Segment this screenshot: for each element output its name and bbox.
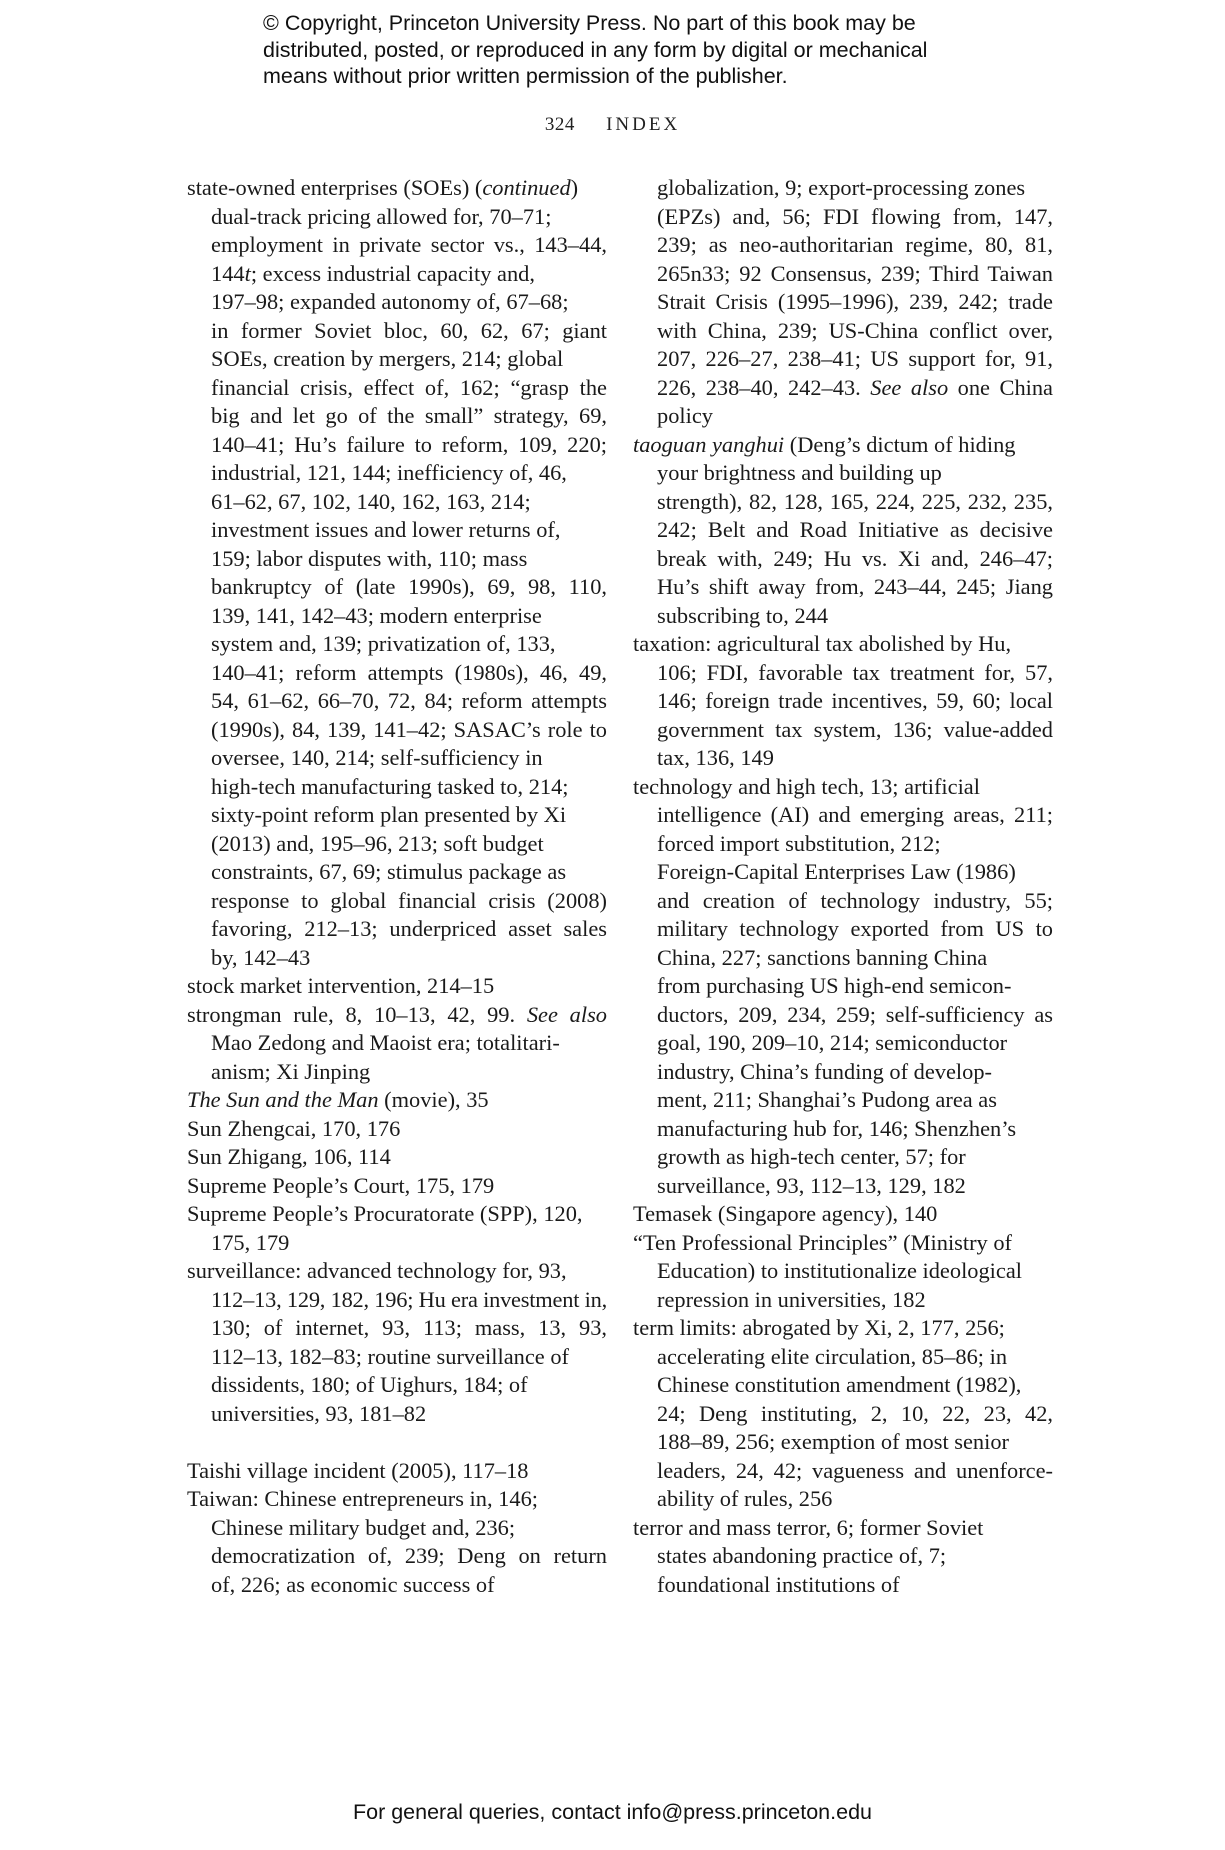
text-run: Sun Zhigang, 106, 114: [187, 1144, 391, 1169]
text-run: leaders, 24, 42; vagueness and unenforce-: [657, 1457, 1053, 1483]
text-run: accelerating elite circulation, 85–86; in: [657, 1343, 1008, 1369]
contact-footer: For general queries, contact info@press.princeton.edu: [352, 1800, 872, 1824]
text-run: ductors, 209, 234, 259; self-sufficiency as: [657, 1001, 1053, 1027]
index-entry-line: [633, 402, 1053, 431]
index-entry-line: [633, 1257, 1053, 1286]
text-run: term limits: abrogated by Xi, 2, 177, 256;: [633, 1315, 1005, 1340]
index-entry-line: [633, 716, 1053, 745]
index-entry-head: [633, 1514, 1053, 1543]
text-run: Chinese constitution amendment (1982),: [657, 1372, 1022, 1397]
text-run: Temasek (Singapore agency), 140: [633, 1201, 938, 1226]
index-entry-line: [633, 317, 1053, 346]
text-run: repression in universities, 182: [657, 1286, 926, 1312]
text-run: Mao Zedong and Maoist era; totalitari-: [211, 1030, 560, 1055]
text-run: subscribing to, 244: [657, 602, 829, 628]
index-entry-line: [633, 801, 1053, 830]
index-entry-line: [633, 1143, 1053, 1172]
text-run: 140–41; Hu’s failure to reform, 109, 220;: [211, 431, 607, 457]
index-entry-line: [187, 915, 607, 944]
text-run: globalization, 9; export-processing zones: [657, 175, 1026, 200]
text-run: bankruptcy of (late 1990s), 69, 98, 110,: [211, 574, 607, 599]
text-run: 130; of internet, 93, 113; mass, 13, 93,: [211, 1315, 607, 1340]
index-entry-line: [187, 801, 607, 830]
index-entry-line: [633, 545, 1053, 574]
text-run: states abandoning practice of, 7;: [657, 1543, 947, 1568]
index-entry-line: [633, 1029, 1053, 1058]
index-entry-head: [187, 1115, 607, 1144]
text-run: 207, 226–27, 238–41; US support for, 91,: [657, 346, 1053, 371]
text-run: Foreign-Capital Enterprises Law (1986): [657, 859, 1016, 884]
text-run: industrial, 121, 144; inefficiency of, 46,: [211, 460, 567, 485]
text-run: 265n33; 92 Consensus, 239; Third Taiwan: [657, 260, 1053, 286]
text-run: 146; foreign trade incentives, 59, 60; local: [657, 688, 1053, 713]
page-number: 324: [544, 114, 575, 135]
text-run: employment in private sector vs., 143–44,: [211, 232, 607, 257]
text-run: surveillance, 93, 112–13, 129, 182: [657, 1172, 966, 1198]
text-run: ment, 211; Shanghai’s Pudong area as: [657, 1087, 997, 1112]
index-entry-line: [633, 1457, 1053, 1486]
index-entry-line: [187, 288, 607, 317]
text-run: tax, 136, 149: [657, 745, 774, 770]
text-run: one China: [948, 374, 1053, 400]
text-run: 112–13, 182–83; routine surveillance of: [211, 1343, 569, 1369]
text-run: from purchasing US high-end semicon-: [657, 973, 1012, 998]
index-entry-head: [187, 1143, 607, 1172]
index-entry-line: [187, 630, 607, 659]
index-entry-line: [633, 1001, 1053, 1030]
index-entry-head: [187, 1485, 607, 1514]
text-run: Hu’s shift away from, 243–44, 245; Jiang: [657, 574, 1053, 599]
index-entry-line: [633, 1400, 1053, 1429]
text-run: stock market intervention, 214–15: [187, 973, 495, 998]
text-run: industry, China’s funding of develop-: [657, 1058, 992, 1084]
italic-text: t: [244, 260, 251, 286]
italic-text: See also: [526, 1001, 607, 1027]
index-entry-line: [187, 602, 607, 631]
index-entry-line: [633, 744, 1053, 773]
index-entry-line: [633, 1571, 1053, 1600]
index-entry-line: [187, 830, 607, 859]
text-run: system and, 139; privatization of, 133,: [211, 631, 556, 656]
text-run: 140–41; reform attempts (1980s), 46, 49,: [211, 659, 607, 685]
index-entry-head: [187, 1001, 607, 1030]
index-entry-line: [633, 858, 1053, 887]
text-run: anism; Xi Jinping: [211, 1058, 371, 1084]
text-run: high-tech manufacturing tasked to, 214;: [211, 773, 569, 799]
text-run: strongman rule, 8, 10–13, 42, 99.: [187, 1001, 527, 1027]
text-run: taxation: agricultural tax abolished by Hu,: [633, 631, 1012, 656]
text-run: goal, 190, 209–10, 214; semiconductor: [657, 1030, 1008, 1055]
index-column-right: [633, 174, 1053, 1599]
index-entry-head: [633, 431, 1053, 460]
text-run: technology and high tech, 13; artificial: [633, 773, 980, 799]
index-entry-line: [187, 1229, 607, 1258]
text-run: Chinese military budget and, 236;: [211, 1514, 516, 1540]
index-entry-head: [187, 1200, 607, 1229]
index-entry-line: [187, 1371, 607, 1400]
text-run: state-owned enterprises (SOEs) (: [187, 175, 483, 200]
text-run: 112–13, 129, 182, 196; Hu era investment in,: [211, 1286, 607, 1312]
text-run: sixty-point reform plan presented by Xi: [211, 802, 567, 827]
index-entry-line: [633, 1115, 1053, 1144]
text-run: Taiwan: Chinese entrepreneurs in, 146;: [187, 1486, 538, 1511]
copyright-line: means without prior written permission of the publisher.: [263, 64, 788, 88]
index-entry-line: [187, 516, 607, 545]
index-entry-line: [633, 659, 1053, 688]
text-run: in former Soviet bloc, 60, 62, 67; giant: [211, 317, 607, 343]
index-entry-line: [633, 1485, 1053, 1514]
text-run: by, 142–43: [211, 944, 311, 970]
index-entry-head: [633, 630, 1053, 659]
text-run: intelligence (AI) and emerging areas, 211;: [657, 802, 1053, 827]
index-entry-line: [633, 459, 1053, 488]
text-run: ability of rules, 256: [657, 1486, 833, 1511]
text-run: (2013) and, 195–96, 213; soft budget: [211, 830, 544, 856]
text-run: constraints, 67, 69; stimulus package as: [211, 859, 567, 884]
italic-text: The Sun and the Man: [187, 1087, 379, 1112]
index-entry-line: [633, 944, 1053, 973]
text-run: (EPZs) and, 56; FDI flowing from, 147,: [657, 203, 1053, 229]
index-entry-line: [633, 174, 1053, 203]
text-run: foundational institutions of: [657, 1571, 900, 1597]
index-entry-line: [633, 260, 1053, 289]
text-run: 61–62, 67, 102, 140, 162, 163, 214;: [211, 488, 531, 514]
index-entry-line: [187, 459, 607, 488]
index-entry-line: [187, 431, 607, 460]
index-entry-line: [187, 887, 607, 916]
index-entry-line: [187, 260, 607, 289]
index-entry-line: [633, 1343, 1053, 1372]
index-entry-line: [187, 374, 607, 403]
index-entry-line: [633, 1542, 1053, 1571]
index-entry-line: [187, 231, 607, 260]
text-run: Sun Zhengcai, 170, 176: [187, 1115, 401, 1141]
text-run: universities, 93, 181–82: [211, 1400, 427, 1426]
index-entry-line: [633, 1371, 1053, 1400]
text-run: financial crisis, effect of, 162; “grasp the: [211, 374, 607, 400]
text-run: ): [570, 175, 579, 200]
text-run: 106; FDI, favorable tax treatment for, 57,: [657, 659, 1053, 685]
index-entry-head: [187, 1172, 607, 1201]
index-entry-line: [187, 944, 607, 973]
italic-text: taoguan yanghui: [633, 431, 785, 457]
text-run: Taishi village incident (2005), 117–18: [187, 1457, 529, 1483]
index-entry-line: [187, 488, 607, 517]
text-run: oversee, 140, 214; self-sufficiency in: [211, 745, 543, 770]
index-entry-line: [633, 1428, 1053, 1457]
page-title: INDEX: [606, 114, 681, 135]
text-run: SOEs, creation by mergers, 214; global: [211, 346, 564, 371]
index-entry-line: [187, 1514, 607, 1543]
index-entry-line: [633, 345, 1053, 374]
index-entry-line: [187, 744, 607, 773]
text-run: strength), 82, 128, 165, 224, 225, 232, 235,: [657, 488, 1053, 514]
index-entry-head: [633, 1314, 1053, 1343]
index-entry-head: [633, 1229, 1053, 1258]
index-entry-line: [187, 1286, 607, 1315]
index-entry-line: [633, 288, 1053, 317]
text-run: Strait Crisis (1995–1996), 239, 242; trade: [657, 289, 1053, 314]
index-entry-line: [187, 1400, 607, 1429]
text-run: ; excess industrial capacity and,: [250, 260, 535, 286]
index-entry-line: [633, 1086, 1053, 1115]
copyright-line: distributed, posted, or reproduced in any form by digital or mechanical: [263, 37, 928, 62]
text-run: China, 227; sanctions banning China: [657, 944, 988, 970]
text-run: “Ten Professional Principles” (Ministry of: [633, 1229, 1013, 1255]
index-entry-line: [633, 602, 1053, 631]
index-entry-line: [633, 687, 1053, 716]
text-run: surveillance: advanced technology for, 93,: [187, 1258, 567, 1283]
text-run: Education) to institutionalize ideological: [657, 1258, 1022, 1283]
text-run: 188–89, 256; exemption of most senior: [657, 1429, 1009, 1454]
index-entry-line: [633, 830, 1053, 859]
index-entry-line: [633, 516, 1053, 545]
index-entry-head: [187, 972, 607, 1001]
text-run: favoring, 212–13; underpriced asset sales: [211, 916, 607, 941]
text-run: (1990s), 84, 139, 141–42; SASAC’s role to: [211, 716, 607, 742]
text-run: 24; Deng instituting, 2, 10, 22, 23, 42,: [657, 1400, 1053, 1426]
index-entry-line: [633, 887, 1053, 916]
text-run: 54, 61–62, 66–70, 72, 84; reform attempts: [211, 688, 607, 713]
text-run: with China, 239; US-China conflict over,: [657, 317, 1053, 343]
index-entry-head: [187, 1086, 607, 1115]
index-entry-line: [187, 1029, 607, 1058]
index-entry-line: [633, 1172, 1053, 1201]
text-run: break with, 249; Hu vs. Xi and, 246–47;: [657, 545, 1053, 571]
index-entry-line: [633, 203, 1053, 232]
text-run: 159; labor disputes with, 110; mass: [211, 545, 528, 571]
text-run: (Deng’s dictum of hiding: [784, 431, 1016, 457]
text-run: government tax system, 136; value-added: [657, 716, 1053, 742]
index-entry-line: [187, 1058, 607, 1087]
text-run: 239; as neo-authoritarian regime, 80, 81,: [657, 232, 1053, 257]
text-run: 242; Belt and Road Initiative as decisive: [657, 517, 1053, 542]
text-run: democratization of, 239; Deng on return: [211, 1543, 607, 1568]
text-run: investment issues and lower returns of,: [211, 517, 561, 542]
index-entry-head: [187, 1457, 607, 1486]
text-run: growth as high-tech center, 57; for: [657, 1144, 966, 1169]
section-gap: [187, 1428, 607, 1457]
index-entry-head: [633, 1200, 1053, 1229]
index-entry-line: [633, 488, 1053, 517]
text-run: 226, 238–40, 242–43.: [657, 374, 871, 400]
index-entry-line: [633, 1058, 1053, 1087]
index-entry-line: [187, 203, 607, 232]
index-entry-line: [187, 573, 607, 602]
text-run: manufacturing hub for, 146; Shenzhen’s: [657, 1115, 1017, 1141]
index-entry-line: [187, 1314, 607, 1343]
index-entry-line: [633, 573, 1053, 602]
index-entry-line: [633, 915, 1053, 944]
index-entry-line: [187, 659, 607, 688]
index-entry-line: [633, 231, 1053, 260]
copyright-notice: [263, 10, 1023, 90]
text-run: (movie), 35: [378, 1087, 489, 1112]
text-run: terror and mass terror, 6; former Soviet: [633, 1514, 984, 1540]
index-entry-line: [187, 773, 607, 802]
text-run: Supreme People’s Procuratorate (SPP), 120,: [187, 1201, 583, 1226]
text-run: your brightness and building up: [657, 460, 942, 485]
index-entry-head: [187, 1257, 607, 1286]
index-entry-line: [633, 1286, 1053, 1315]
text-run: 175, 179: [211, 1229, 290, 1255]
text-run: response to global financial crisis (2008): [211, 887, 607, 913]
index-entry-line: [187, 1542, 607, 1571]
index-entry-line: [187, 1571, 607, 1600]
text-run: Supreme People’s Court, 175, 179: [187, 1172, 495, 1198]
index-column-left: [187, 174, 607, 1599]
index-entry-line: [187, 1343, 607, 1372]
index-entry-line: [187, 716, 607, 745]
index-entry-line: [633, 972, 1053, 1001]
index-entry-line: [187, 345, 607, 374]
index-entry-line: [187, 545, 607, 574]
index-entry-head: [633, 773, 1053, 802]
index-entry-line: [187, 858, 607, 887]
text-run: military technology exported from US to: [657, 916, 1053, 941]
index-entry-head: [187, 174, 607, 203]
index-entry-line: [187, 402, 607, 431]
text-run: and creation of technology industry, 55;: [657, 887, 1053, 913]
index-entry-line: [187, 687, 607, 716]
running-head: [0, 114, 1225, 136]
italic-text: continued: [482, 175, 571, 200]
index-entry-line: [633, 374, 1053, 403]
text-run: of, 226; as economic success of: [211, 1571, 495, 1597]
copyright-line: © Copyright, Princeton University Press. No part of this book may be: [263, 11, 916, 35]
text-run: 197–98; expanded autonomy of, 67–68;: [211, 289, 569, 314]
text-run: big and let go of the small” strategy, 69,: [211, 403, 607, 428]
text-run: dissidents, 180; of Uighurs, 184; of: [211, 1372, 528, 1397]
text-run: 144: [211, 260, 245, 286]
italic-text: See also: [870, 374, 949, 400]
index-entry-line: [187, 317, 607, 346]
text-run: policy: [657, 403, 713, 428]
text-run: dual-track pricing allowed for, 70–71;: [211, 203, 552, 229]
text-run: forced import substitution, 212;: [657, 830, 941, 856]
text-run: 139, 141, 142–43; modern enterprise: [211, 602, 542, 628]
